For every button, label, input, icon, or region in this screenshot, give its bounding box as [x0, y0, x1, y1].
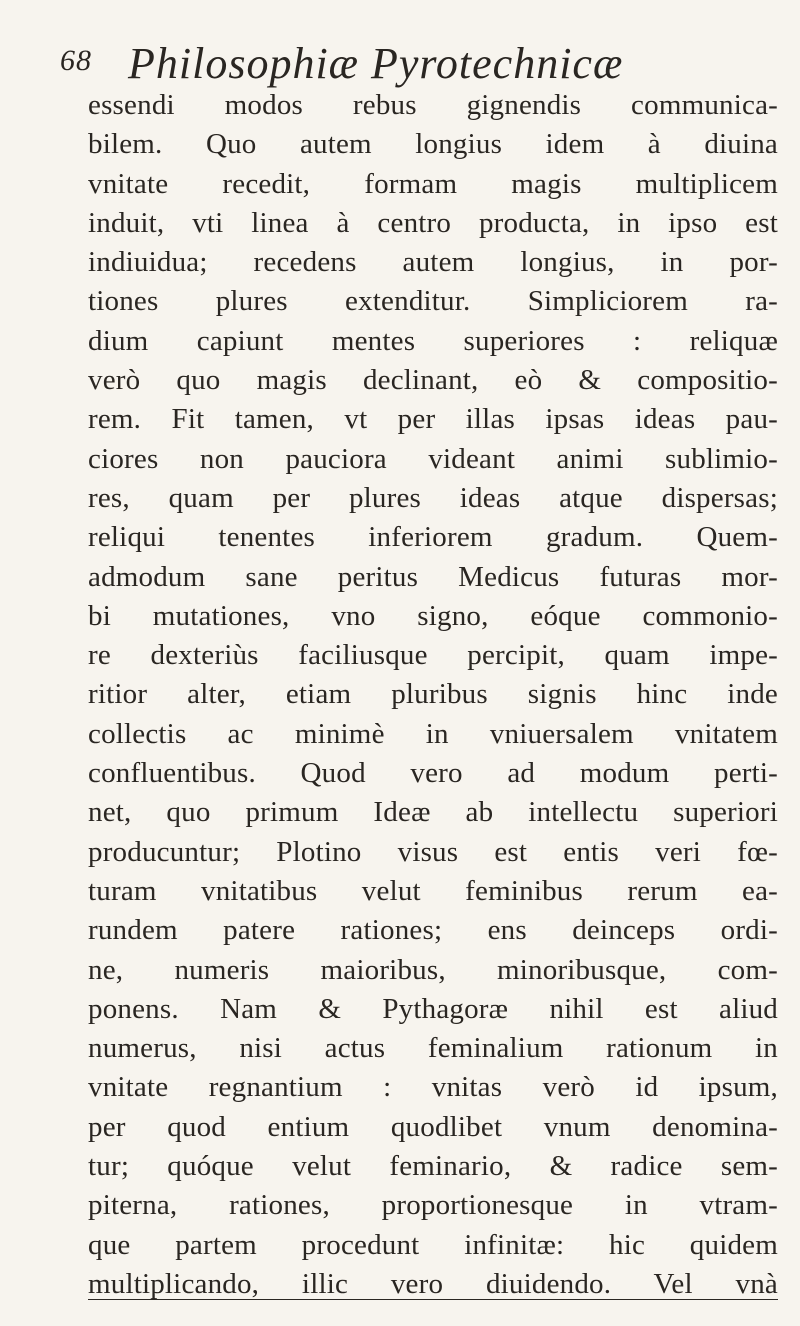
text-line: bi mutationes, vno signo, eóque commonio- [88, 599, 778, 632]
running-title: Philosophiæ Pyrotechnicæ [128, 39, 624, 88]
text-line: induit, vti linea à centro producta, in ipso est [88, 206, 778, 239]
text-line: producuntur; Plotino visus est entis veri fœ- [88, 835, 778, 868]
text-line: vnitate regnantium : vnitas verò id ipsum, [88, 1071, 778, 1104]
text-line: admodum sane peritus Medicus futuras mor- [88, 560, 778, 593]
text-line: ciores non pauciora videant animi sublimio- [88, 442, 778, 475]
text-line: turam vnitatibus velut feminibus rerum ea- [88, 874, 778, 907]
text-line: multiplicando, illic vero diuidendo. Vel vnà [88, 1267, 778, 1300]
text-line: tur; quóque velut feminario, & radice sem- [88, 1150, 778, 1183]
text-line: per quod entium quodlibet vnum denomina- [88, 1110, 778, 1143]
text-line: indiuidua; recedens autem longius, in por- [88, 246, 778, 279]
text-line: reliqui tenentes inferiorem gradum. Quem- [88, 521, 778, 554]
text-line: verò quo magis declinant, eò & compositio- [88, 364, 778, 397]
text-line: net, quo primum Ideæ ab intellectu superiori [88, 796, 778, 829]
text-line: dium capiunt mentes superiores : reliquæ [88, 324, 778, 357]
text-line: confluentibus. Quod vero ad modum perti- [88, 757, 778, 790]
text-line: collectis ac minimè in vniuersalem vnitatem [88, 717, 778, 750]
page-number: 68 [60, 44, 92, 77]
body-text [88, 86, 778, 1304]
text-line: vnitate recedit, formam magis multiplicem [88, 167, 778, 200]
text-line: rem. Fit tamen, vt per illas ipsas ideas pau- [88, 403, 778, 436]
text-line: ne, numeris maioribus, minoribusque, com- [88, 953, 778, 986]
text-line: res, quam per plures ideas atque dispersas; [88, 481, 778, 514]
page-header [60, 38, 680, 90]
text-line: tiones plures extenditur. Simpliciorem ra- [88, 285, 778, 318]
text-line: que partem procedunt infinitæ: hic quidem [88, 1228, 778, 1261]
text-line: piterna, rationes, proportionesque in vtram- [88, 1189, 778, 1222]
text-line: re dexteriùs faciliusque percipit, quam impe- [88, 639, 778, 672]
text-line: ritior alter, etiam pluribus signis hinc inde [88, 678, 778, 711]
text-line: bilem. Quo autem longius idem à diuina [88, 128, 778, 161]
text-line: essendi modos rebus gignendis communica- [88, 89, 778, 121]
text-line: numerus, nisi actus feminalium rationum in [88, 1032, 778, 1065]
text-line: rundem patere rationes; ens deinceps ordi- [88, 914, 778, 947]
text-line: ponens. Nam & Pythagoræ nihil est aliud [88, 992, 778, 1025]
